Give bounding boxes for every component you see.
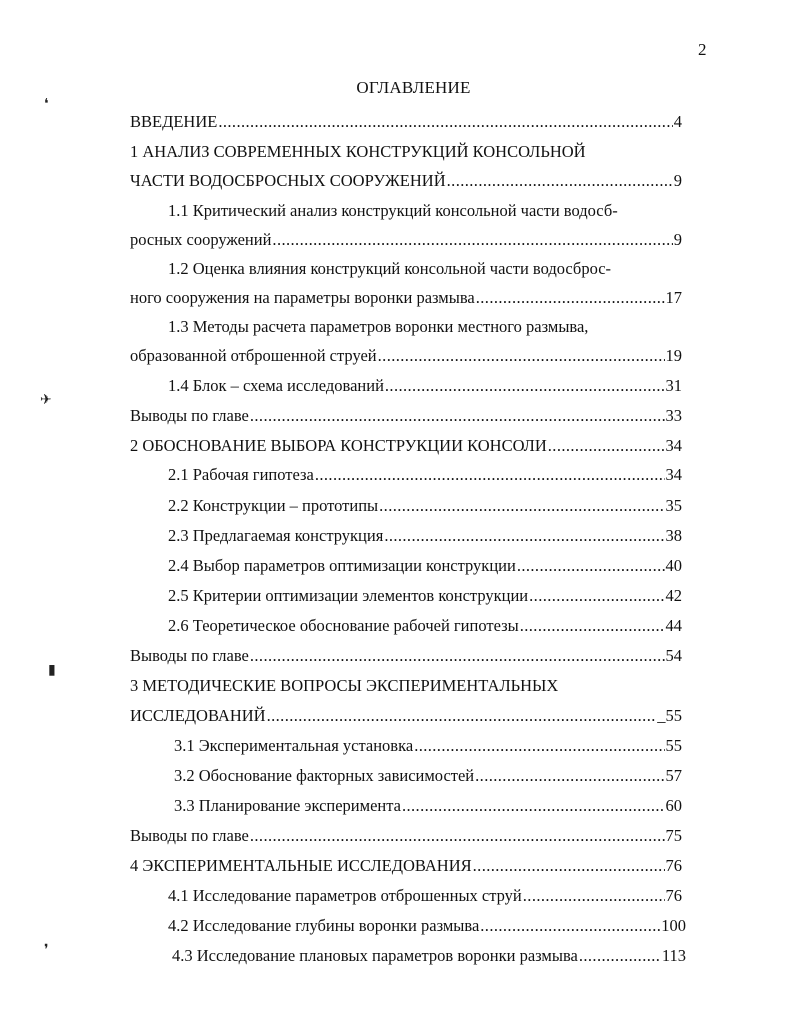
toc-entry-text: образованной отброшенной струей: [130, 346, 377, 365]
toc-entry-2-3[interactable]: [168, 524, 682, 548]
toc-entry-text: 3.2 Обоснование факторных зависимостей: [174, 766, 475, 785]
toc-leader: [473, 854, 665, 878]
toc-entry-chapter-2[interactable]: [130, 434, 682, 458]
toc-page: 55: [665, 736, 682, 755]
toc-entry-3-3[interactable]: [174, 794, 682, 818]
toc-entry-text: 2.1 Рабочая гипотеза: [168, 465, 314, 484]
toc-page: 34: [665, 465, 682, 484]
toc-leader: [476, 286, 665, 310]
toc-entry-chapter-4[interactable]: [130, 854, 682, 878]
toc-leader: [378, 344, 665, 368]
toc-leader: [517, 554, 665, 578]
toc-entry-3-2[interactable]: [174, 764, 682, 788]
toc-entry-1-4[interactable]: [168, 374, 682, 398]
toc-entry-2-6[interactable]: [168, 614, 682, 638]
toc-entry-text: 2.4 Выбор параметров оптимизации конструкции: [168, 556, 516, 575]
toc-entry-text: Выводы по главе: [130, 646, 249, 665]
toc-entry-text: ВВЕДЕНИЕ: [130, 112, 218, 131]
toc-page: 57: [665, 766, 682, 785]
toc-page: 75: [665, 826, 682, 845]
toc-entry-chapter-1-line1[interactable]: 1 АНАЛИЗ СОВРЕМЕННЫХ КОНСТРУКЦИЙ КОНСОЛЬНОЙ: [130, 142, 586, 161]
toc-page: 60: [665, 796, 682, 815]
toc-leader: [385, 374, 665, 398]
toc-entry-2-2[interactable]: [168, 494, 682, 518]
toc-entry-1-2[interactable]: [130, 286, 682, 310]
toc-entry-4-2[interactable]: [168, 914, 686, 938]
toc-entry-text: 2.2 Конструкции – прототипы: [168, 496, 379, 515]
toc-leader: [250, 404, 665, 428]
toc-entry-text: ИССЛЕДОВАНИЙ: [130, 706, 266, 725]
toc-entry-conclusions-2[interactable]: [130, 644, 682, 668]
toc-leader: [384, 524, 664, 548]
toc-entry-text: ЧАСТИ ВОДОСБРОСНЫХ СООРУЖЕНИЙ: [130, 171, 446, 190]
toc-entry-chapter-1[interactable]: [130, 169, 682, 193]
toc-entry-3-1[interactable]: [174, 734, 682, 758]
toc-entry-chapter-3[interactable]: [130, 704, 682, 728]
toc-entry-1-1-line1[interactable]: 1.1 Критический анализ конструкций консольной части водосб-: [168, 201, 618, 220]
toc-leader: [414, 734, 664, 758]
toc-leader: [250, 824, 665, 848]
toc-entry-1-3-line1[interactable]: 1.3 Методы расчета параметров воронки местного размыва,: [168, 317, 589, 336]
toc-page: 100: [661, 916, 686, 935]
toc-entry-text: 3.3 Планирование эксперимента: [174, 796, 401, 815]
toc-entry-text: 4.2 Исследование глубины воронки размыва: [168, 916, 480, 935]
toc-entry-4-3[interactable]: [172, 944, 686, 968]
scan-mark: ▮: [48, 663, 56, 678]
toc-leader: [315, 463, 665, 487]
toc-entry-2-1[interactable]: [168, 463, 682, 487]
toc-leader: [267, 704, 657, 728]
toc-entry-1-1[interactable]: [130, 228, 682, 252]
toc-entry-text: 1.4 Блок – схема исследований: [168, 376, 384, 395]
toc-page: 38: [665, 526, 682, 545]
scan-mark: ❜: [44, 943, 49, 958]
toc-entry-conclusions-3[interactable]: [130, 824, 682, 848]
toc-leader: [218, 110, 672, 134]
toc-page: 9: [673, 171, 682, 190]
toc-leader: [529, 584, 664, 608]
toc-leader: [520, 614, 665, 638]
toc-entry-text: 2.3 Предлагаемая конструкция: [168, 526, 384, 545]
toc-page: 113: [661, 946, 686, 965]
toc-entry-text: росных сооружений: [130, 230, 272, 249]
scan-mark: ✈: [40, 393, 52, 408]
toc-entry-text: 2 ОБОСНОВАНИЕ ВЫБОРА КОНСТРУКЦИИ КОНСОЛИ: [130, 436, 547, 455]
toc-page: 17: [665, 288, 682, 307]
toc-entry-text: 4.1 Исследование параметров отброшенных струй: [168, 886, 522, 905]
toc-page: 35: [665, 496, 682, 515]
toc-entry-1-2-line1[interactable]: 1.2 Оценка влияния конструкций консольной части водосброс-: [168, 259, 612, 278]
toc-page: 76: [665, 856, 682, 875]
toc-entry-text: 4.3 Исследование плановых параметров воронки размыва: [172, 946, 578, 965]
toc-entry-text: Выводы по главе: [130, 826, 249, 845]
toc-leader: [250, 644, 665, 668]
toc-entry-chapter-3-line1[interactable]: 3 МЕТОДИЧЕСКИЕ ВОПРОСЫ ЭКСПЕРИМЕНТАЛЬНЫХ: [130, 676, 559, 695]
toc-page: 34: [665, 436, 682, 455]
toc-page: 54: [665, 646, 682, 665]
toc-entry-text: 2.5 Критерии оптимизации элементов конструкции: [168, 586, 529, 605]
toc-page: 19: [665, 346, 682, 365]
toc-page: 40: [665, 556, 682, 575]
toc-entry-conclusions-1[interactable]: [130, 404, 682, 428]
toc-page: 33: [665, 406, 682, 425]
scan-mark: ❛: [44, 97, 49, 112]
toc-page: 44: [665, 616, 682, 635]
toc-leader: [480, 914, 660, 938]
toc-page: _55: [657, 706, 682, 725]
toc-leader: [272, 228, 672, 252]
page-number: 2: [698, 40, 707, 59]
toc-entry-text: 3.1 Экспериментальная установка: [174, 736, 414, 755]
toc-entry-intro[interactable]: [130, 110, 682, 134]
toc-page: 76: [665, 886, 682, 905]
toc-entry-text: Выводы по главе: [130, 406, 249, 425]
toc-page: 4: [673, 112, 682, 131]
toc-page: 31: [665, 376, 682, 395]
toc-leader: [523, 884, 665, 908]
toc-leader: [447, 169, 673, 193]
toc-leader: [475, 764, 664, 788]
toc-leader: [579, 944, 661, 968]
toc-entry-2-5[interactable]: [168, 584, 682, 608]
toc-entry-text: 2.6 Теоретическое обоснование рабочей гипотезы: [168, 616, 519, 635]
page-title: ОГЛАВЛЕНИЕ: [356, 78, 471, 97]
toc-leader: [379, 494, 664, 518]
toc-leader: [402, 794, 665, 818]
toc-entry-2-4[interactable]: [168, 554, 682, 578]
toc-entry-text: 4 ЭКСПЕРИМЕНТАЛЬНЫЕ ИССЛЕДОВАНИЯ: [130, 856, 472, 875]
toc-entry-text: ного сооружения на параметры воронки размыва: [130, 288, 475, 307]
toc-page: 9: [673, 230, 682, 249]
toc-entry-1-3[interactable]: [130, 344, 682, 368]
toc-entry-4-1[interactable]: [168, 884, 682, 908]
toc-page: 42: [665, 586, 682, 605]
toc-leader: [548, 434, 665, 458]
